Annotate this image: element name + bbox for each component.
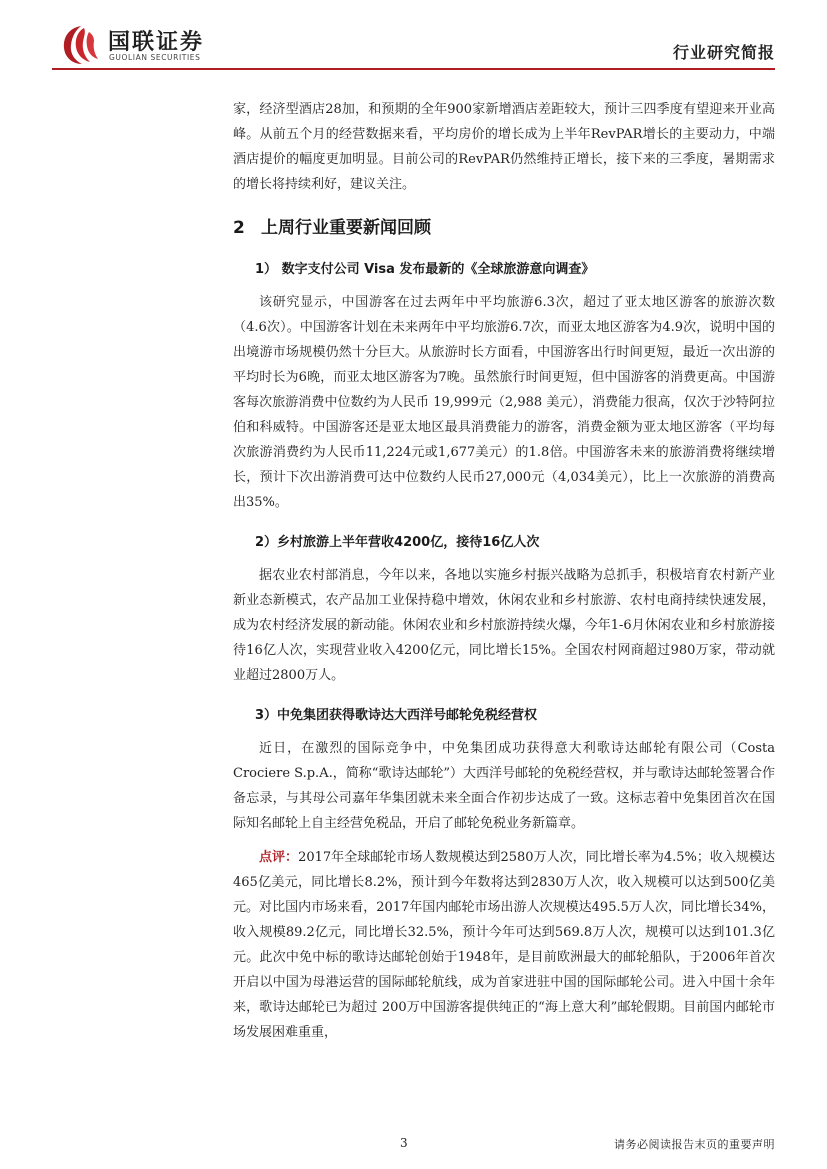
news-body-1: 该研究显示，中国游客在过去两年中平均旅游6.3次，超过了亚太地区游客的旅游次数（4.6次）。中国游客计划在未来两年中平均旅游6.7次，而亚太地区游客为4.9次，说明中国的出境游市场规模仍然十分巨大。从旅游时长方面看，中国游客出行时间更短，最近一次出游的平均时长为6晚，而亚太地区游客为7晚。虽然旅行时间更短，但中国游客的消费更高。中国游客每次旅游消费中位数约为人民币 19,999元（2,988 美元），消费能力很高，仅次于沙特阿拉伯和科威特。中国游客还是亚太地区最具消费能力的游客，消费金额为亚太地区游客（平均每次旅游消费约为人民币11,224元或1,677美元）的1.8倍。中国游客未来的旅游消费将继续增长，预计下次出游消费可达中位数约人民币27,000元（4,034美元），比上一次旅游的消费高出35%。 (233, 295, 775, 510)
report-content (233, 97, 775, 1045)
news-body-3: 近日，在激烈的国际竞争中，中免集团成功获得意大利歌诗达邮轮有限公司（Costa Crociere S.p.A.，简称“歌诗达邮轮”）大西洋号邮轮的免税经营权，并与歌诗达邮轮签署合作备忘录，与其母公司嘉年华集团就未来全面合作初步达成了一致。这标志着中免集团首次在国际知名邮轮上自主经营免税品，开启了邮轮免税业务新篇章。 (233, 741, 776, 831)
comment-text: 2017年全球邮轮市场人数规模达到2580万人次，同比增长率为4.5%；收入规模达465亿美元，同比增长8.2%，预计到今年数将达到2830万人次，收入规模可以达到500亿美元。对比国内市场来看，2017年国内邮轮市场出游人次规模达495.5万人次，同比增长34%，收入规模89.2亿元，同比增长32.5%，预计今年可达到569.8万人次，规模可以达到101.3亿元。此次中免中标的歌诗达邮轮创始于1948年，是目前欧洲最大的邮轮船队，于2006年首次开启以中国为母港运营的国际邮轮航线，成为首家进驻中国的国际邮轮公司。进入中国十余年来，歌诗达邮轮已为超过 200万中国游客提供纯正的“海上意大利”邮轮假期。目前国内邮轮市场发展困难重重， (233, 850, 775, 1040)
page-header (0, 0, 827, 80)
intro-paragraph: 家，经济型酒店28加，和预期的全年900家新增酒店差距较大，预计三四季度有望迎来开业高峰。从前五个月的经营数据来看，平均房价的增长成为上半年RevPAR增长的主要动力，中端酒店提价的幅度更加明显。目前公司的RevPAR仍然维持正增长，接下来的三季度，暑期需求的增长将持续利好，建议关注。 (233, 102, 775, 192)
guolian-logo-icon (60, 22, 102, 66)
comment-paragraph (233, 845, 775, 1045)
news-body-2: 据农业农村部消息，今年以来，各地以实施乡村振兴战略为总抓手，积极培育农村新产业新业态新模式，农产品加工业保持稳中增效，休闲农业和乡村旅游、农村电商持续快速发展，成为农村经济发展的新动能。休闲农业和乡村旅游持续火爆，今年1-6月休闲农业和乡村旅游接待16亿人次，实现营业收入4200亿元，同比增长15%。全国农村网商超过980万家，带动就业超过2800万人。 (233, 568, 775, 683)
logo-english-text: GUOLIAN SECURITIES (109, 53, 201, 62)
section-number: 2 (233, 218, 245, 238)
logo-chinese-text: 国联证券 (108, 30, 205, 55)
footer-disclaimer: 请务必阅读报告末页的重要声明 (614, 1138, 775, 1151)
news-heading-2: 2）乡村旅游上半年营收4200亿，接待16亿人次 (255, 535, 540, 550)
header-divider (52, 68, 775, 70)
page-number: 3 (400, 1136, 408, 1150)
page-footer (0, 1128, 827, 1158)
news-heading-3: 3）中免集团获得歌诗达大西洋号邮轮免税经营权 (255, 708, 538, 723)
comment-label: 点评： (259, 850, 299, 865)
report-type-label: 行业研究简报 (672, 43, 775, 62)
guolian-logo (60, 22, 240, 66)
section-title: 上周行业重要新闻回顾 (261, 218, 431, 238)
news-heading-1: 1） 数字支付公司 Visa 发布最新的《全球旅游意向调查》 (255, 262, 595, 277)
section-heading (233, 213, 775, 243)
